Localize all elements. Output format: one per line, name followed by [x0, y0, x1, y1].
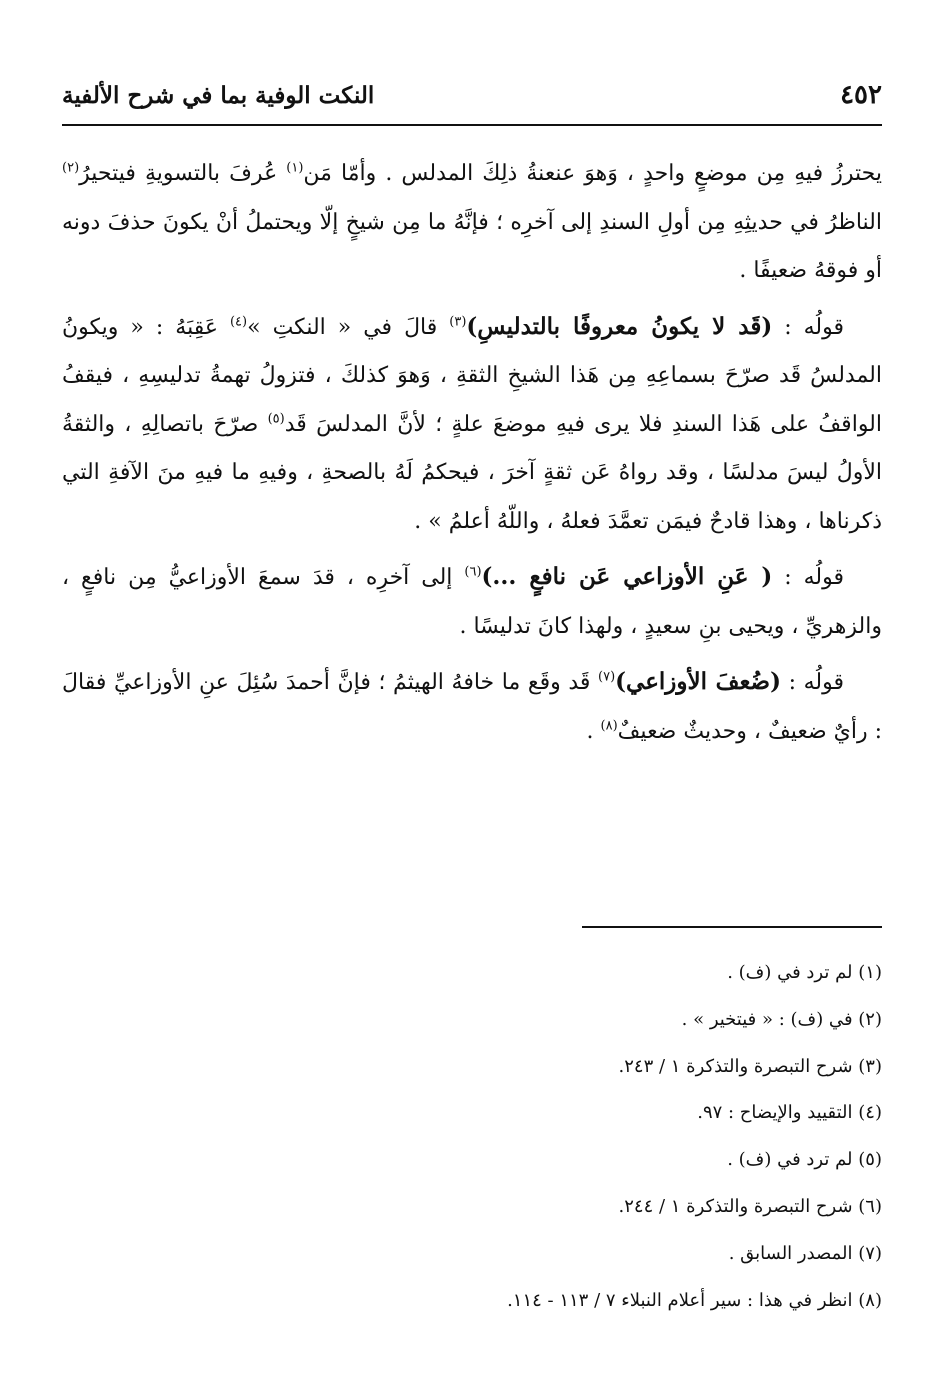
quoted-phrase: (ضُعفَ الأوزاعي): [615, 668, 781, 695]
footnote-1: (١) لم ترد في (ف) .: [727, 962, 882, 983]
header-divider: [62, 124, 882, 126]
footnote-7: (٧) المصدر السابق .: [728, 1242, 882, 1264]
footnote-ref: (٧): [598, 669, 616, 685]
footnote-ref: (٥): [267, 411, 285, 427]
page-number: ٤٥٢: [840, 80, 882, 110]
footnote-ref: (١): [286, 160, 304, 176]
paragraph-text: عَقِبَهُ : « ويكونُ المدلسُ قَد صرّحَ بسماعِهِ مِن هَذا الشيخِ الثقةِ ، وَهوَ كذلكَ ، فتزولُ تهمةُ تدليسِهِ ، فيقفُ الواقفُ على هَذا السندِ فلا يرى فيهِ موضعَ علةٍ ؛ لأنَّ المدلسَ قَد: [62, 314, 882, 437]
footnote-ref: (٣): [449, 314, 467, 330]
paragraph-3: [62, 553, 882, 651]
paragraph-text: يحترزُ فيهِ مِن موضعٍ واحدٍ ، وَهوَ عنعنةُ ذلِكَ المدلس . وأمّا مَن: [303, 161, 882, 186]
footnote-8: (٨) انظر في هذا : سير أعلام النبلاء ٧ / ١١٣ - ١١٤.: [507, 1289, 882, 1311]
paragraph-lead: قولُه :: [772, 565, 845, 590]
footnote-5: (٥) لم ترد في (ف) .: [727, 1149, 882, 1171]
main-text: [62, 150, 882, 763]
footnote-divider: [582, 926, 882, 928]
footnote-6: (٦) شرح التبصرة والتذكرة ١ / ٢٤٤.: [618, 1195, 882, 1217]
paragraph-text: صرّحَ باتصالِهِ ، والثقةُ الأولُ ليسَ مدلسًا ، وقد رواهُ عَن ثقةٍ آخرَ ، فيحكمُ لَهُ بالصحةِ ، وفيهِ ما فيهِ منَ الآفةِ التي ذكرناها ، وهذا قادحٌ فيمَن تعمَّدَ فعلهُ ، واللّهُ أعلمُ » .: [62, 411, 882, 534]
paragraph-1: [62, 150, 882, 296]
paragraph-text: قالَ في « النكتِ »: [247, 314, 450, 340]
paragraph-lead: قولُه :: [772, 314, 845, 340]
page-header: [62, 78, 882, 118]
paragraph-text: .: [586, 718, 601, 744]
footnote-ref: (٨): [600, 718, 618, 734]
paragraph-2: [62, 303, 882, 547]
paragraph-lead: قولُه :: [780, 670, 844, 695]
quoted-phrase: ( عَنِ الأوزاعي عَن نافعٍ ...): [481, 563, 773, 590]
paragraph-text: قَد وقَع ما خافهُ الهيثمُ ؛ فإنَّ أحمدَ سُئِلَ عنِ الأوزاعيِّ فقالَ : رأيٌ ضعيفٌ ، وحديثٌ ضعيفٌ: [62, 670, 882, 744]
paragraph-text: عُرفَ بالتسويةِ فيتحيرُ: [79, 161, 287, 186]
paragraph-4: [62, 658, 882, 756]
footnote-ref: (٢): [62, 160, 80, 176]
footnotes: [62, 950, 882, 1324]
footnote-ref: (٦): [464, 564, 482, 580]
paragraph-text: إلى آخرِه ، قدَ سمعَ الأوزاعيُّ مِن نافعٍ ، والزهريِّ ، ويحيى بنِ سعيدٍ ، ولهذا كانَ تدليسًا .: [62, 565, 882, 639]
quoted-phrase: (قَد لا يكونُ معروفًا بالتدليسِ): [466, 312, 773, 340]
paragraph-text: الناظرُ في حديثِهِ مِن أولِ السندِ إلى آخرِه ؛ فإنَّهُ ما مِن شيخٍ إلّا ويحتملُ أنْ يكونَ حذفَ دونه أو فوقهُ ضعيفًا .: [62, 209, 882, 283]
footnote-ref: (٤): [229, 314, 248, 330]
footnote-4: (٤) التقييد والإيضاح : ٩٧.: [697, 1102, 882, 1124]
running-title: النكت الوفية بما في شرح الألفية: [62, 82, 375, 109]
footnote-2: (٢) في (ف) : « فيتخير » .: [681, 1008, 882, 1030]
footnote-3: (٣) شرح التبصرة والتذكرة ١ / ٢٤٣.: [618, 1055, 882, 1077]
